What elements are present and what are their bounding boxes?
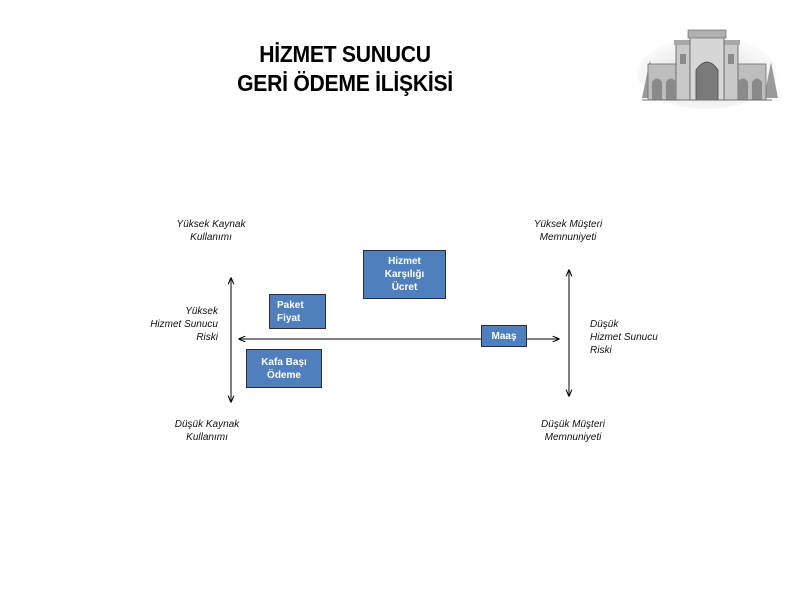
package-price-box: Paket Fiyat bbox=[269, 294, 326, 329]
title-line-1: HİZMET SUNUCU bbox=[259, 41, 431, 67]
fee-for-service-box: Hizmet Karşılığı Ücret bbox=[363, 250, 446, 299]
capitation-box: Kafa Başı Ödeme bbox=[246, 349, 322, 388]
right-bottom-label: Düşük Müşteri Memnuniyeti bbox=[541, 419, 605, 443]
left-bottom-label: Düşük Kaynak Kullanımı bbox=[174, 419, 240, 443]
salary-box: Maaş bbox=[481, 325, 527, 347]
title-line-2: GERİ ÖDEME İLİŞKİSİ bbox=[237, 70, 453, 96]
right-middle-label: Düşük Hizmet Sunucu Riski bbox=[590, 319, 658, 356]
left-top-label: Yüksek Kaynak Kullanımı bbox=[176, 219, 246, 243]
right-top-label: Yüksek Müşteri Memnuniyeti bbox=[533, 219, 603, 243]
left-middle-label: Yüksek Hizmet Sunucu Riski bbox=[150, 306, 218, 343]
